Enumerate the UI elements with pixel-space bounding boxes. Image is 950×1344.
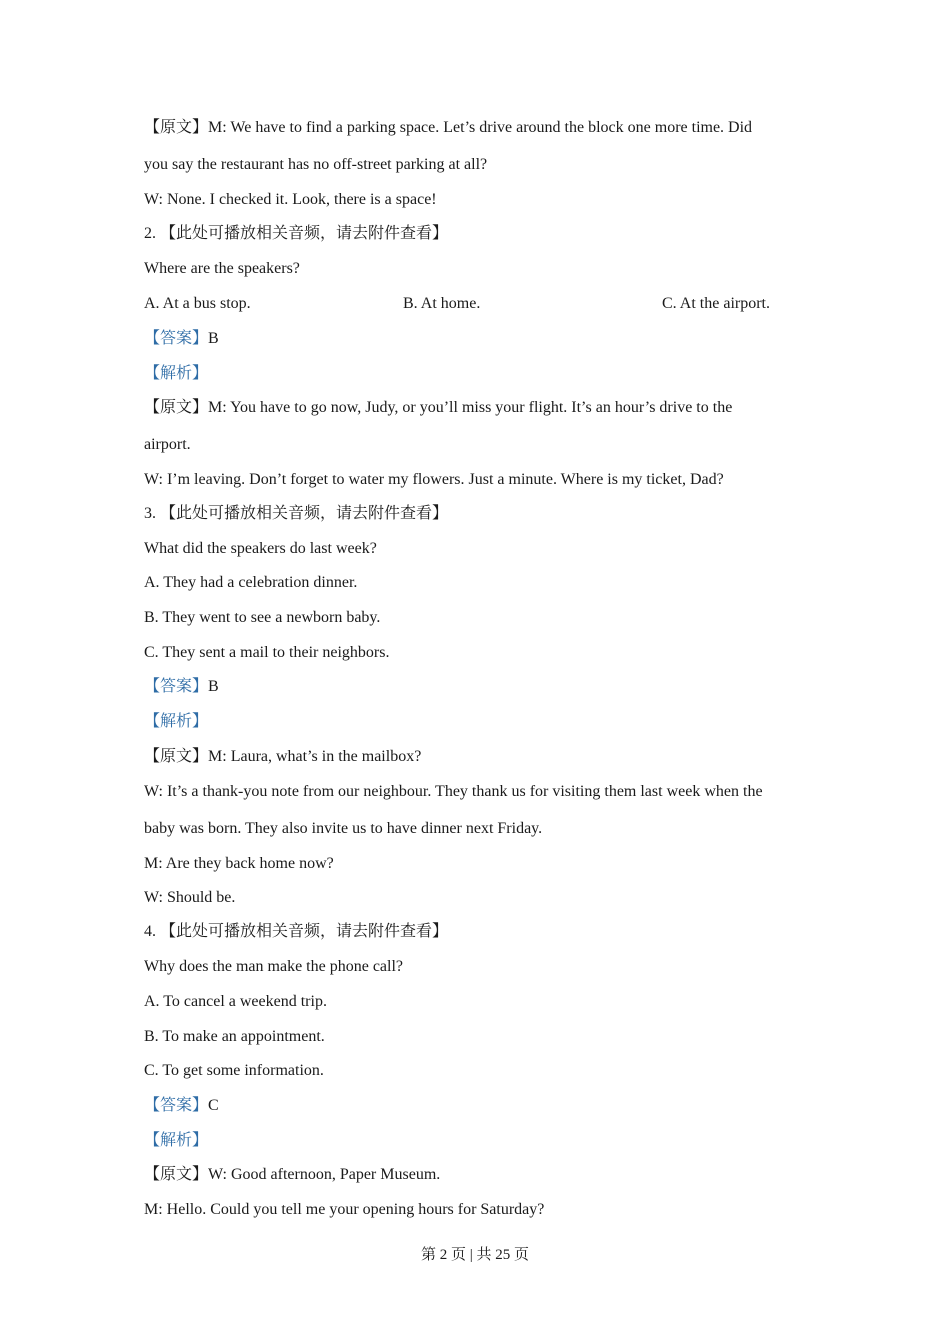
q2-answer bbox=[144, 329, 219, 349]
q1-transcript-line-1 bbox=[144, 118, 752, 138]
q3-transcript-line-5: W: Should be. bbox=[144, 889, 236, 906]
q4-answer bbox=[144, 1096, 219, 1116]
answer-value: C bbox=[208, 1097, 219, 1114]
q2-transcript-line-2: airport. bbox=[144, 436, 191, 453]
q4-transcript-line-1 bbox=[144, 1165, 440, 1185]
q3-option-a: A. They had a celebration dinner. bbox=[144, 574, 358, 591]
q3-analysis-label: 【解析】 bbox=[144, 713, 209, 730]
q2-option-c: C. At the airport. bbox=[662, 295, 770, 312]
q2-question: Where are the speakers? bbox=[144, 260, 300, 277]
q3-transcript-line-2: W: It’s a thank-you note from our neighbour. They thank us for visiting them last week when the bbox=[144, 783, 763, 800]
q2-header: 2. 【此处可播放相关音频，请去附件查看】 bbox=[144, 225, 449, 242]
q4-question: Why does the man make the phone call? bbox=[144, 958, 404, 975]
transcript-text: W: Good afternoon, Paper Museum. bbox=[208, 1166, 441, 1183]
answer-label: 【答案】 bbox=[144, 330, 209, 347]
transcript-label: 【原文】 bbox=[144, 399, 209, 416]
q4-header: 4. 【此处可播放相关音频，请去附件查看】 bbox=[144, 923, 449, 940]
q3-transcript-line-3: baby was born. They also invite us to have dinner next Friday. bbox=[144, 820, 543, 837]
q3-header: 3. 【此处可播放相关音频，请去附件查看】 bbox=[144, 505, 449, 522]
answer-label: 【答案】 bbox=[144, 1097, 209, 1114]
q3-question: What did the speakers do last week? bbox=[144, 540, 377, 557]
transcript-label: 【原文】 bbox=[144, 1166, 209, 1183]
q3-transcript-line-4: M: Are they back home now? bbox=[144, 855, 334, 872]
transcript-text: M: Laura, what’s in the mailbox? bbox=[208, 748, 422, 765]
q4-option-b: B. To make an appointment. bbox=[144, 1028, 325, 1045]
q3-option-b: B. They went to see a newborn baby. bbox=[144, 609, 381, 626]
transcript-text: M: You have to go now, Judy, or you’ll miss your flight. It’s an hour’s drive to the bbox=[208, 399, 733, 416]
q4-option-c: C. To get some information. bbox=[144, 1062, 324, 1079]
q2-analysis-label: 【解析】 bbox=[144, 365, 209, 382]
q1-transcript-line-3: W: None. I checked it. Look, there is a space! bbox=[144, 191, 437, 208]
transcript-label: 【原文】 bbox=[144, 748, 209, 765]
q3-option-c: C. They sent a mail to their neighbors. bbox=[144, 644, 390, 661]
answer-label: 【答案】 bbox=[144, 678, 209, 695]
answer-value: B bbox=[208, 330, 219, 347]
q2-option-a: A. At a bus stop. bbox=[144, 295, 251, 312]
q1-transcript-line-2: you say the restaurant has no off-street parking at all? bbox=[144, 156, 488, 173]
q2-transcript-line-3: W: I’m leaving. Don’t forget to water my flowers. Just a minute. Where is my ticket, Dad? bbox=[144, 471, 724, 488]
q2-option-b: B. At home. bbox=[403, 295, 481, 312]
q3-answer bbox=[144, 677, 219, 697]
q4-option-a: A. To cancel a weekend trip. bbox=[144, 993, 327, 1010]
q4-transcript-line-2: M: Hello. Could you tell me your opening hours for Saturday? bbox=[144, 1201, 545, 1218]
answer-value: B bbox=[208, 678, 219, 695]
page-footer: 第 2 页 | 共 25 页 bbox=[420, 1247, 529, 1263]
transcript-text: M: We have to find a parking space. Let’s drive around the block one more time. Did bbox=[208, 119, 753, 136]
transcript-label: 【原文】 bbox=[144, 119, 209, 136]
q4-analysis-label: 【解析】 bbox=[144, 1132, 209, 1149]
q2-transcript-line-1 bbox=[144, 398, 732, 418]
q3-transcript-line-1 bbox=[144, 747, 421, 767]
